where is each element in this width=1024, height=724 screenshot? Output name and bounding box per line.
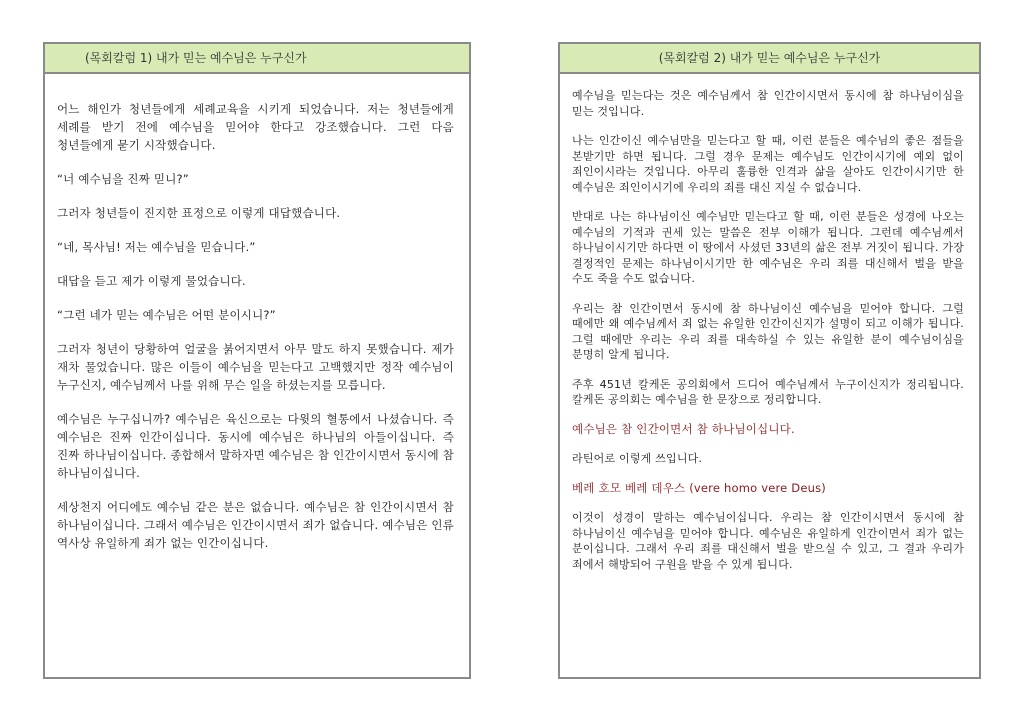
paragraph: 주후 451년 칼케돈 공의회에서 드디어 예수님께서 누구이신지가 정리됩니다. 칼케돈 공의회는 예수님을 한 문장으로 정리합니다. <box>572 377 964 406</box>
paragraph: 라틴어로 이렇게 쓰입니다. <box>572 452 703 465</box>
paragraph: 대답을 듣고 제가 이렇게 물었습니다. <box>57 274 246 288</box>
paragraph: 나는 인간이신 예수님만을 믿는다고 할 때, 이런 분들은 예수님의 좋은 점들을 본받기만 하면 됩니다. 그럴 경우 문제는 예수님도 인간이시기에 예외 없이 죄인이시라는 것입니다. 아무리 훌륭한 인격과 삶을 살아도 인간이시기만 한 예수님은 죄인이시기에 우리의 죄를 대신 지실 수 없습니다. <box>572 134 964 194</box>
column-panel-2 <box>558 42 981 679</box>
paragraph: 이것이 성경이 말하는 예수님이십니다. 우리는 참 인간이시면서 동시에 참 하나님이신 예수님을 믿어야 합니다. 예수님은 유일하게 인간이면서 죄가 없는 분이십니다. 그래서 우리 죄를 대신해서 벌을 받으실 수 있고, 그 결과 우리가 죄에서 해방되어 구원을 받을 수 있게 됩니다. <box>572 511 964 571</box>
emphasis-paragraph: 예수님은 참 인간이면서 참 하나님이십니다. <box>572 421 795 436</box>
paragraph: 그러자 청년이 당황하여 얼굴을 붉어지면서 아무 말도 하지 못했습니다. 제가 재차 물었습니다. 많은 이들이 예수님을 믿는다고 고백했지만 정작 예수님이 누구신지, 예수님께서 나를 위해 무슨 일을 하셨는지를 모릅니다. <box>57 342 454 392</box>
paragraph: 어느 해인가 청년들에게 세례교육을 시키게 되었습니다. 저는 청년들에게 세례를 받기 전에 예수님을 믿어야 한다고 강조했습니다. 그런 다음 청년들에게 묻기 시작했습니다. <box>57 102 454 152</box>
paragraph: 우리는 참 인간이면서 동시에 참 하나님이신 예수님을 믿어야 합니다. 그럴 때에만 왜 예수님께서 죄 없는 유일한 인간이신지가 설명이 되고 이해가 됩니다. 그럴 때에만 우리는 우리 죄를 대속하실 수 있는 유일한 분이 예수님이심을 분명히 알게 됩니다. <box>572 301 964 361</box>
paragraph: “그런 네가 믿는 예수님은 어떤 분이시니?” <box>57 308 276 322</box>
column-title-2: (목회칼럼 2) 내가 믿는 예수님은 누구신가 <box>560 44 979 74</box>
column-body-2 <box>560 74 979 572</box>
emphasis-paragraph: 베레 호모 베레 데우스 (vere homo vere Deus) <box>572 480 826 495</box>
paragraph: 그러자 청년들이 진지한 표정으로 이렇게 대답했습니다. <box>57 206 341 220</box>
column-body-1 <box>45 74 469 552</box>
paragraph: 예수님을 믿는다는 것은 예수님께서 참 인간이시면서 동시에 참 하나님이심을 믿는 것입니다. <box>572 89 964 118</box>
paragraph: “너 예수님을 진짜 믿니?” <box>57 172 189 186</box>
paragraph: 예수님은 누구십니까? 예수님은 육신으로는 다윗의 혈통에서 나셨습니다. 즉 예수님은 진짜 인간이십니다. 동시에 예수님은 하나님의 아들이십니다. 즉 진짜 하나님이십니다. 종합해서 말하자면 예수님은 참 인간이시면서 동시에 참 하나님이십니다. <box>57 412 454 480</box>
column-panel-1 <box>43 42 471 679</box>
paragraph: 세상천지 어디에도 예수님 같은 분은 없습니다. 예수님은 참 인간이시면서 참 하나님이십니다. 그래서 예수님은 인간이시면서 죄가 없습니다. 예수님은 인류 역사상 유일하게 죄가 없는 인간이십니다. <box>57 500 454 550</box>
paragraph: 반대로 나는 하나님이신 예수님만 믿는다고 할 때, 이런 분들은 성경에 나오는 예수님의 기적과 권세 있는 말씀은 전부 이해가 됩니다. 그런데 예수님께서 하나님이시기만 하다면 이 땅에서 사셨던 33년의 삶은 전부 거짓이 됩니다. 가장 결정적인 문제는 하나님이시기만 한 예수님은 우리 죄를 대신해서 벌을 받을 수도 죽을 수도 없습니다. <box>572 210 964 285</box>
paragraph: “네, 목사님! 저는 예수님을 믿습니다.” <box>57 240 256 254</box>
column-title-1: (목회칼럼 1) 내가 믿는 예수님은 누구신가 <box>45 44 469 74</box>
